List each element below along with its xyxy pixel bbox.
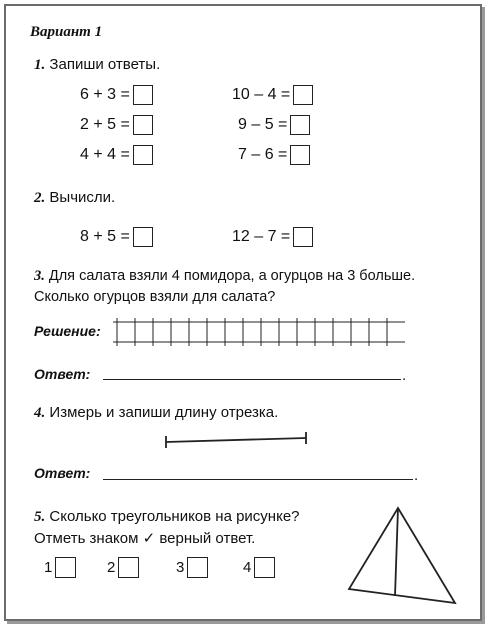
option-3-label: 3 (176, 559, 185, 576)
answer-box[interactable] (293, 85, 313, 105)
task5-number: 5. (34, 509, 46, 525)
variant-title: Вариант 1 (30, 24, 103, 40)
task4-number: 4. (34, 405, 46, 421)
task2-heading (34, 189, 115, 207)
task3-line2: Сколько огурцов взяли для салата? (34, 289, 276, 305)
task2-text: Вычисли. (49, 189, 116, 206)
task1-eq-6 (238, 145, 310, 165)
option-1 (44, 557, 76, 578)
task1-eq-4-text: 10 – 4 = (232, 86, 291, 103)
task2-eq-2-text: 12 – 7 = (232, 228, 291, 245)
option-4-label: 4 (243, 559, 252, 576)
solution-grid[interactable] (113, 318, 405, 346)
task1-eq-6-text: 7 – 6 = (238, 146, 288, 163)
task1-heading (34, 56, 160, 74)
task4-heading (34, 404, 278, 422)
task1-eq-2-text: 2 + 5 = (80, 116, 130, 133)
task3-answer-label: Ответ: (34, 366, 91, 382)
task3-line1 (34, 268, 415, 285)
option-1-checkbox[interactable] (55, 557, 76, 578)
task1-text: Запиши ответы. (49, 56, 161, 73)
answer-box[interactable] (133, 115, 153, 135)
task2-eq-2 (232, 227, 313, 247)
task1-eq-4 (232, 85, 313, 105)
answer-box[interactable] (133, 227, 153, 247)
segment-to-measure (162, 430, 310, 450)
option-2-label: 2 (107, 559, 116, 576)
task2-eq-1-text: 8 + 5 = (80, 228, 130, 245)
task1-eq-5-text: 9 – 5 = (238, 116, 288, 133)
task5-line1-text: Сколько треугольников на рисунке? (49, 508, 300, 525)
task3-answer-period: . (402, 367, 407, 384)
task4-answer-period: . (414, 467, 419, 484)
task1-eq-5 (238, 115, 310, 135)
task3-answer-line[interactable] (103, 379, 401, 380)
option-1-label: 1 (44, 559, 53, 576)
task3-line1-text: Для салата взяли 4 помидора, а огурцов на 3 больше. (48, 268, 416, 284)
task1-eq-2 (80, 115, 153, 135)
task1-eq-1-text: 6 + 3 = (80, 86, 130, 103)
task2-eq-1 (80, 227, 153, 247)
answer-box[interactable] (133, 85, 153, 105)
task4-answer-line[interactable] (103, 479, 413, 480)
task1-number: 1. (34, 57, 46, 73)
task4-text: Измерь и запиши длину отрезка. (49, 404, 279, 421)
task5-line2: Отметь знаком ✓ верный ответ. (34, 530, 256, 547)
option-2-checkbox[interactable] (118, 557, 139, 578)
option-3-checkbox[interactable] (187, 557, 208, 578)
task1-eq-1 (80, 85, 153, 105)
task2-number: 2. (34, 190, 46, 206)
solution-label: Решение: (34, 323, 101, 339)
option-3 (176, 557, 208, 578)
task1-eq-3-text: 4 + 4 = (80, 146, 130, 163)
answer-box[interactable] (133, 145, 153, 165)
task5-line1 (34, 508, 300, 526)
option-4 (243, 557, 275, 578)
triangle-figure (344, 505, 462, 607)
answer-box[interactable] (290, 145, 310, 165)
task4-answer-label: Ответ: (34, 465, 91, 481)
option-2 (107, 557, 139, 578)
option-4-checkbox[interactable] (254, 557, 275, 578)
answer-box[interactable] (290, 115, 310, 135)
task3-number: 3. (34, 268, 45, 284)
answer-box[interactable] (293, 227, 313, 247)
task1-eq-3 (80, 145, 153, 165)
